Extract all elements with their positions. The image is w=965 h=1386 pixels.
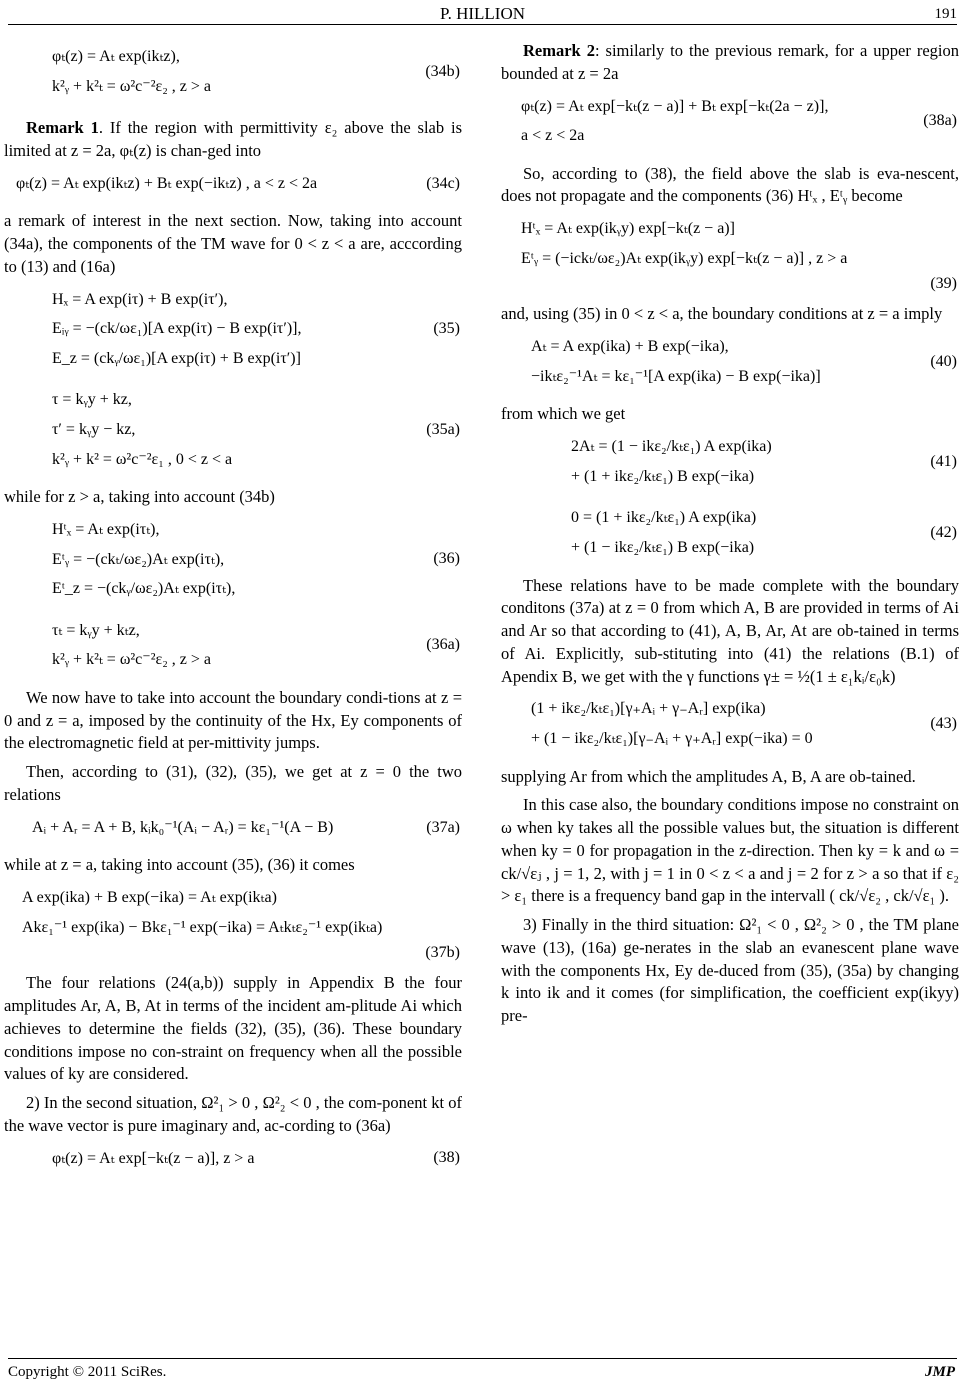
page-footer <box>0 1358 965 1386</box>
equation-37a: Aᵢ + Aᵣ = A + B, kᵢk₀⁻¹(Aᵢ − Aᵣ) = kε₁⁻¹(A − B) (37a) <box>4 813 462 843</box>
equation-number: (42) <box>930 523 957 541</box>
paragraph: while for z > a, taking into account (34b) <box>4 487 275 507</box>
paragraph: while at z = a, taking into account (35), (36) it comes <box>4 855 355 875</box>
paragraph: from which we get <box>501 404 626 424</box>
equation-number: (39) <box>930 275 957 293</box>
paragraph: a remark of interest in the next section. Now, taking into account (34a), the components of the TM wave for 0 < z < a are, acccording to (13) and (16a) <box>4 211 462 276</box>
paragraph: supplying Ar from which the amplitudes A, B, A are ob-tained. <box>501 766 916 786</box>
equation-34c: φₜ(z) = Aₜ exp(ikₜz) + Bₜ exp(−ikₜz) , a < z < 2a (34c) <box>4 169 462 199</box>
paragraph: We now have to take into account the boundary condi-tions at z = 0 and z = a, imposed by the continuity of the Hx, Ey components of the electromagnetic field at per-mittivity jumps. <box>4 687 462 753</box>
page-number: 191 <box>934 6 957 22</box>
equation-41: 2Aₜ = (1 − ikε₂/kₜε₁) A exp(ika) + (1 + ikε₂/kₜε₁) B exp(−ika) (41) <box>571 438 957 485</box>
equation-34b: φₜ(z) = Aₜ exp(ikₜz), k²ᵧ + k²ₜ = ω²c⁻²ε₂ , z > a (34b) <box>52 48 460 95</box>
equation-number: (34c) <box>426 174 460 192</box>
equation-43: (1 + ikε₂/kₜε₁)[γ₊Aᵢ + γ₋Aᵣ] exp(ika) + (1 − ikε₂/kₜε₁)[γ₋Aᵢ + γ₊Aᵣ] exp(−ika) = 0 (43) <box>531 700 957 747</box>
equation-number: (38a) <box>923 112 957 130</box>
equation-40: Aₜ = A exp(ika) + B exp(−ika), −ikₜε₂⁻¹Aₜ = kε₁⁻¹[A exp(ika) − B exp(−ika)] (40) <box>531 338 957 385</box>
remark-1: Remark 1. If the region with permittivity ε₂ above the slab is limited at z = 2a, φₜ(z) is chan-ged into <box>4 118 462 160</box>
equation-42: 0 = (1 + ikε₂/kₜε₁) A exp(ika) + (1 − ikε₂/kₜε₁) B exp(−ika) (42) <box>571 509 957 556</box>
paragraph: Then, according to (31), (32), (35), we get at z = 0 the two relations <box>4 762 462 804</box>
right-column <box>501 32 959 1034</box>
equation-number: (34b) <box>425 62 460 80</box>
equation-number: (35a) <box>426 420 460 438</box>
equation-35: Hₓ = A exp(iτ) + B exp(iτ′), Eᵢᵧ = −(ck/ωε₁)[A exp(iτ) − B exp(iτ′)], E_z = (ckᵧ/ωε₁)[A exp(iτ) + B exp(iτ′)] (35) <box>52 290 460 367</box>
paragraph: So, according to (38), the field above the slab is eva-nescent, does not propagate and the components (36) Hᵗₓ , Eᵗᵧ become <box>501 163 959 206</box>
copyright-notice: Copyright © 2011 SciRes. <box>8 1364 167 1380</box>
equation-38: φₜ(z) = Aₜ exp[−kₜ(z − a)], z > a (38) <box>4 1144 462 1174</box>
paragraph: These relations have to be made complete with the boundary conditons (37a) at z = 0 from which A, B are provided in terms of Ai and Ar so that according to (41), A, B, Ar, At are ob-tained in terms of Ai. Explicitly, sub-stituting into (41) the relations (B.1) of Apendix B, we get with the γ functions γ± = ½(1 ± ε₁kᵢ/ε₀k) <box>501 575 959 686</box>
equation-number: (36a) <box>426 636 460 654</box>
journal-abbrev: JMP <box>925 1364 955 1380</box>
equation-number: (43) <box>930 714 957 732</box>
equation-39: Hᵗₓ = Aₜ exp(ikᵧy) exp[−kₜ(z − a)] Eᵗᵧ = (−ickₜ/ωε₂)Aₜ exp(ikᵧy) exp[−kₜ(z − a)] , z > a (39) <box>501 214 959 273</box>
equation-number: (38) <box>433 1149 460 1167</box>
equation-35a: τ = kᵧy + kz, τ′ = kᵧy − kz, k²ᵧ + k² = ω²c⁻²ε₁ , 0 < z < a (35a) <box>52 391 460 468</box>
header-rule <box>8 24 957 25</box>
equation-number: (41) <box>930 452 957 470</box>
paragraph: 2) In the second situation, Ω²₁ > 0 , Ω²₂ < 0 , the com-ponent kt of the wave vector is pure imaginary and, ac-cording to (36a) <box>4 1093 462 1135</box>
equation-number: (37a) <box>426 818 460 836</box>
page-header <box>0 0 965 36</box>
equation-36a: τₜ = kᵧy + kₜz, k²ᵧ + k²ₜ = ω²c⁻²ε₂ , z > a (36a) <box>52 621 460 669</box>
paragraph: 3) Finally in the third situation: Ω²₁ < 0 , Ω²₂ > 0 , the TM plane wave (13), (16a) ge-nerates in the slab an evanescent plane wave with the components Hx, Ey de-duced from (35), (35a) by changing k into ik and it comes (for simplification, the coefficient exp(ikyy) pre- <box>501 915 959 1026</box>
paragraph: In this case also, the boundary conditions impose no constraint on ω when ky takes all the possible values but, the situation is different when ky = 0 for propagation in the z-direction. Then ky = k and ω = ck/√εⱼ , j = 1, 2, with j = 1 in 0 < z < a and j = 2 for z > a so that if ε₂ > ε₁ there is a frequency band gap in the intervall ( ck/√ε₂ , ck/√ε₁ ). <box>501 795 959 906</box>
paragraph: The four relations (24(a,b)) supply in Appendix B the four amplitudes Ar, A, B, At in terms of the incident am-plitude Ai which achieves to determine the fields (32), (35), (36). These boundary conditions impose no con-straint on frequency when all the possible values of ky are considered. <box>4 973 462 1084</box>
left-column <box>4 32 462 1185</box>
equation-36: Hᵗₓ = Aₜ exp(iτₜ), Eᵗᵧ = −(ckₜ/ωε₂)Aₜ exp(iτₜ), Eᵗ_z = −(ckᵧ/ωε₂)Aₜ exp(iτₜ), (36) <box>52 520 460 598</box>
equation-number: (36) <box>433 550 460 568</box>
running-author: P. HILLION <box>440 4 525 23</box>
equation-37b: A exp(ika) + B exp(−ika) = Aₜ exp(ikₜa) Akε₁⁻¹ exp(ika) − Bkε₁⁻¹ exp(−ika) = Aₜkₜε₂⁻¹ exp(ikₜa) (37b) <box>4 883 462 942</box>
equation-number: (35) <box>433 319 460 337</box>
equation-number: (37b) <box>425 944 460 962</box>
paragraph: and, using (35) in 0 < z < a, the boundary conditions at z = a imply <box>501 304 943 324</box>
equation-38a: φₜ(z) = Aₜ exp[−kₜ(z − a)] + Bₜ exp[−kₜ(2a − z)], a < z < 2a (38a) <box>521 97 957 145</box>
equation-number: (40) <box>930 352 957 370</box>
remark-2: Remark 2: similarly to the previous remark, for a upper region bounded at z = 2a <box>501 41 959 83</box>
footer-rule <box>8 1358 957 1359</box>
